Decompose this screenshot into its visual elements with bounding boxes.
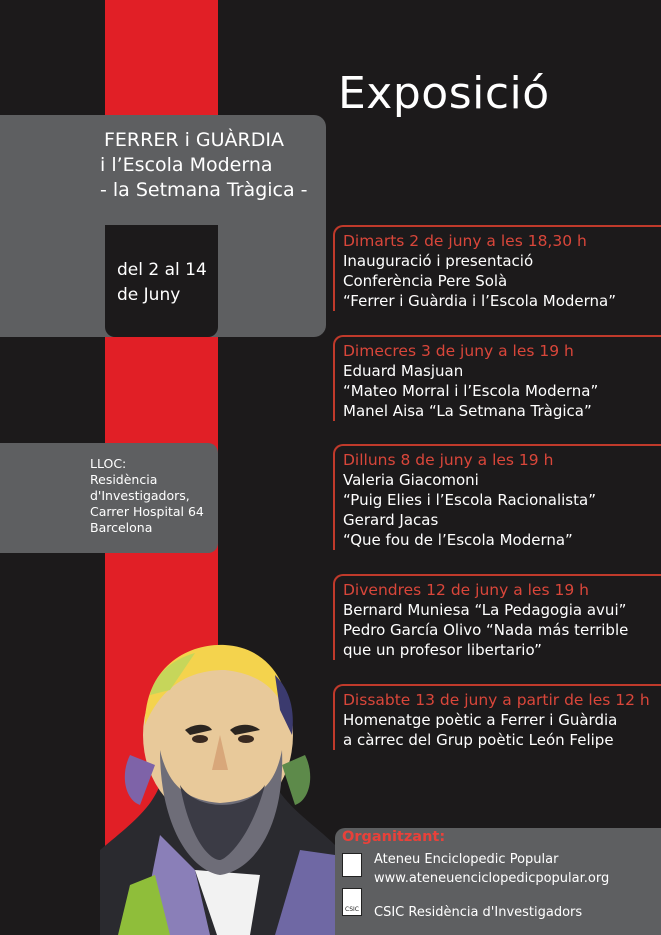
ateneu-logo-icon	[342, 853, 362, 877]
event-date: Dissabte 13 de juny a partir de les 12 h	[343, 691, 650, 709]
location-line: d'Investigadors,	[90, 488, 190, 503]
exhibition-title-line: - la Setmana Tràgica -	[100, 179, 308, 201]
event-line: “Ferrer i Guàrdia i l’Escola Moderna”	[343, 292, 617, 310]
event-line: Valeria Giacomoni	[343, 471, 479, 489]
exhibition-title-line: i l’Escola Moderna	[100, 154, 273, 176]
organizer-heading: Organitzant:	[342, 829, 446, 845]
event-date: Divendres 12 de juny a les 19 h	[343, 581, 589, 599]
csic-logo-icon	[342, 888, 362, 916]
event-line: Bernard Muniesa “La Pedagogia avui”	[343, 601, 627, 619]
exhibition-title-line: FERRER i GUÀRDIA	[104, 129, 284, 151]
event-line: que un profesor libertario”	[343, 641, 542, 659]
location-label: LLOC:	[90, 456, 127, 471]
dates-line: del 2 al 14	[117, 260, 207, 280]
event-line: “Que fou de l’Escola Moderna”	[343, 531, 573, 549]
organizer-ateneu: Ateneu Enciclopedic Popular	[374, 852, 559, 867]
organizer-csic: CSIC Residència d'Investigadors	[374, 905, 583, 920]
exhibition-dates	[117, 258, 207, 308]
exhibition-title	[100, 128, 308, 203]
event-line: “Puig Elies i l’Escola Racionalista”	[343, 491, 596, 509]
portrait-illustration	[100, 635, 335, 935]
csic-logo-text: CSIC	[345, 906, 359, 913]
location-line: Carrer Hospital 64	[90, 504, 204, 519]
event-4	[333, 574, 661, 660]
event-date: Dimarts 2 de juny a les 18,30 h	[343, 232, 587, 250]
event-line: Conferència Pere Solà	[343, 272, 508, 290]
event-line: Gerard Jacas	[343, 511, 439, 529]
event-line: Inauguració i presentació	[343, 252, 534, 270]
event-5	[333, 684, 661, 750]
event-1	[333, 225, 661, 311]
event-2	[333, 335, 661, 421]
event-line: “Mateo Morral i l’Escola Moderna”	[343, 382, 599, 400]
organizer-url[interactable]: www.ateneuenciclopedicpopular.org	[374, 871, 610, 886]
event-line: Homenatge poètic a Ferrer i Guàrdia	[343, 711, 618, 729]
event-3	[333, 444, 661, 550]
event-date: Dimecres 3 de juny a les 19 h	[343, 342, 574, 360]
dates-line: de Juny	[117, 285, 181, 305]
event-line: Pedro García Olivo “Nada más terrible	[343, 621, 629, 639]
event-line: a càrrec del Grup poètic León Felipe	[343, 731, 614, 749]
location-line: Barcelona	[90, 520, 153, 535]
poster-title: Exposició	[338, 68, 550, 119]
event-line: Eduard Masjuan	[343, 362, 464, 380]
event-line: Manel Aisa “La Setmana Tràgica”	[343, 402, 592, 420]
location-text	[90, 456, 204, 536]
location-line: Residència	[90, 472, 158, 487]
event-date: Dilluns 8 de juny a les 19 h	[343, 451, 554, 469]
